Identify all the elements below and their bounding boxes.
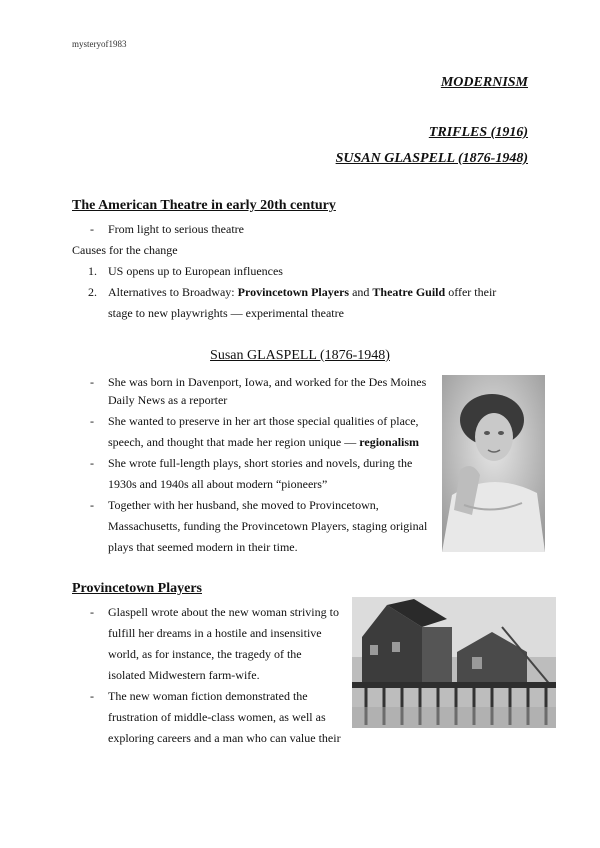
bullet-text-continued: fulfill her dreams in a hostile and insensitive [108,626,322,640]
bullet-text: Glaspell wrote about the new woman striving to [108,605,339,619]
text-run: offer their [445,285,497,299]
bullet-text-continued: world, as for instance, the tragedy of the [108,647,302,661]
list-item-text [108,285,496,300]
bullet-dash: - [90,605,94,619]
bullet-text-continued: Daily News as a reporter [108,393,228,407]
bullet-text: She wanted to preserve in her art those special qualities of place, [108,414,419,428]
title-movement: MODERNISM [440,75,528,90]
bullet-text-continued: Massachusetts, funding the Provincetown Players, staging original [108,519,428,533]
bullet-dash: - [90,456,94,470]
title-author: SUSAN GLASPELL (1876-1948) [335,151,528,166]
bullet-dash: - [90,375,94,389]
bullet-dash: - [90,689,94,703]
list-item-text: US opens up to European influences [108,264,283,278]
bullet-text: Together with her husband, she moved to Provincetown, [108,498,379,512]
bullet-text-continued: exploring careers and a man who can value their [108,731,341,745]
text-run: and [349,285,373,299]
bullet-text-continued: plays that seemed modern in their time. [108,540,298,554]
bullet-text-continued [108,435,419,450]
causes-label: Causes for the change [72,243,178,257]
list-number: 2. [88,285,97,299]
bullet-text-continued: isolated Midwestern farm-wife. [108,668,260,682]
bullet-text: From light to serious theatre [108,222,244,236]
bold-term: regionalism [359,435,420,449]
bullet-text: She wrote full-length plays, short stories and novels, during the [108,456,413,470]
section-heading-american-theatre: The American Theatre in early 20th century [72,198,336,213]
bold-term: Provincetown Players [237,285,350,299]
list-number: 1. [88,264,97,278]
header-note: mysteryof1983 [72,39,127,49]
bullet-text-continued: frustration of middle-class women, as well as [108,710,326,724]
bullet-text: The new woman fiction demonstrated the [108,689,308,703]
wharf-image [352,597,556,728]
text-run: Alternatives to Broadway: [108,285,238,299]
wharf-photo [352,597,556,728]
portrait-image [442,375,545,552]
text-run: speech, and thought that made her region unique — [108,435,360,449]
bullet-text: She was born in Davenport, Iowa, and worked for the Des Moines [108,375,427,389]
section-heading-glaspell: Susan GLASPELL (1876-1948) [210,348,390,363]
bullet-dash: - [90,222,94,236]
bold-term: Theatre Guild [372,285,446,299]
bullet-dash: - [90,414,94,428]
bullet-text-continued: 1930s and 1940s all about modern “pioneers” [108,477,328,491]
section-heading-provincetown: Provincetown Players [72,581,202,596]
list-item-text-continued: stage to new playwrights — experimental theatre [108,306,344,320]
portrait-photo [442,375,545,552]
title-play: TRIFLES (1916) [428,125,528,140]
bullet-dash: - [90,498,94,512]
